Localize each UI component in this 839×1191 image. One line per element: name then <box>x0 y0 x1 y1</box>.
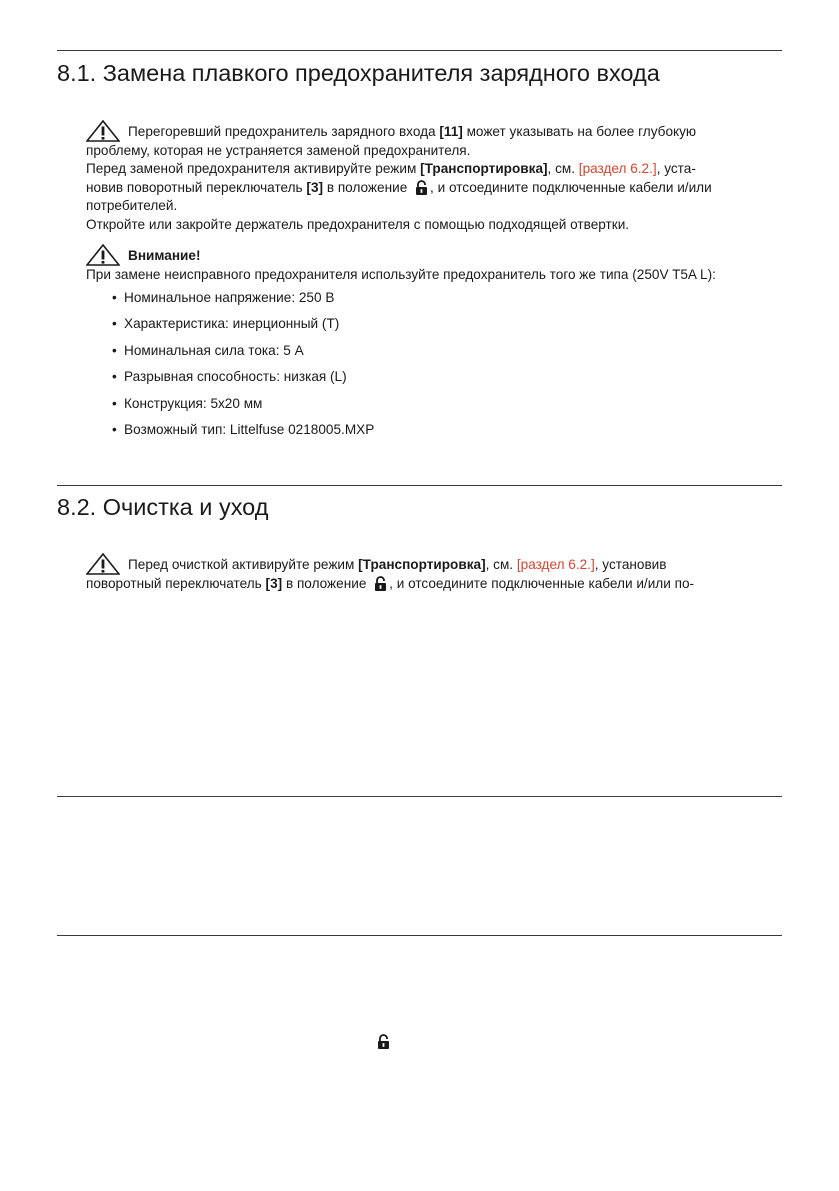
fuse-reference: [11] <box>439 124 463 139</box>
section-6-2-link[interactable]: [раздел 6.2.] <box>516 557 595 572</box>
switch-reference: [3] <box>265 576 283 591</box>
attention-text: При замене неисправного предохранителя используйте предохранитель того же типа (250V T5A L): <box>86 267 716 282</box>
section-rule <box>57 796 782 797</box>
list-item: • Номинальное напряжение: 250 В <box>112 290 335 305</box>
warning-triangle-icon <box>86 120 120 142</box>
fuse-spec-list <box>112 290 374 448</box>
switch-reference: [3] <box>306 179 324 195</box>
list-item: • Конструкция: 5x20 мм <box>112 395 263 411</box>
fuse-warning-paragraph: Перегоревший предохранитель зарядного входа [11] может указывать на более глубокую проблему, которая не устраняется заменой предохранителя. Перед заменой предохранителя активируйте режим [Транспортировка], см. [раздел 6.2.], уста- новив поворотный переключатель [3] в положение , и отсоедините подключенные кабели и/или потребителей. Откройте или закройте держатель предохранителя с помощью подходящей отвертки. <box>86 120 786 234</box>
attention-block <box>86 244 786 284</box>
section-6-2-link[interactable]: [раздел 6.2.] <box>578 161 657 177</box>
list-item: • Возможный тип: Littelfuse 0218005.MXP <box>112 421 375 437</box>
section-rule <box>57 935 782 936</box>
list-item: • Номинальная сила тока: 5 A <box>112 342 304 358</box>
attention-label: Внимание! <box>128 248 201 263</box>
section-rule <box>57 485 782 486</box>
transport-mode-label: [Транспортировка] <box>420 161 548 177</box>
section-title-8-2: 8.2. Очистка и уход <box>57 494 269 520</box>
cleaning-warning-paragraph: Перед очисткой активируйте режим [Транспортировка], см. [раздел 6.2.], установив поворотный переключатель [3] в положение , и отсоедините подключенные кабели и/или по- <box>86 553 786 593</box>
warning-triangle-icon <box>86 244 120 266</box>
padlock-open-icon <box>374 576 387 592</box>
section-rule-top <box>57 50 782 51</box>
transport-mode-label: [Транспортировка] <box>358 557 486 572</box>
section-title-8-1: 8.1. Замена плавкого предохранителя зарядного входа <box>57 60 660 86</box>
padlock-open-icon <box>415 180 428 196</box>
list-item: • Характеристика: инерционный (T) <box>112 316 340 332</box>
list-item: • Разрывная способность: низкая (L) <box>112 369 347 385</box>
padlock-open-icon <box>377 1034 390 1050</box>
warning-triangle-icon <box>86 553 120 575</box>
screwdriver-instruction: Откройте или закройте держатель предохранителя с помощью подходящей отвертки. <box>86 216 630 232</box>
